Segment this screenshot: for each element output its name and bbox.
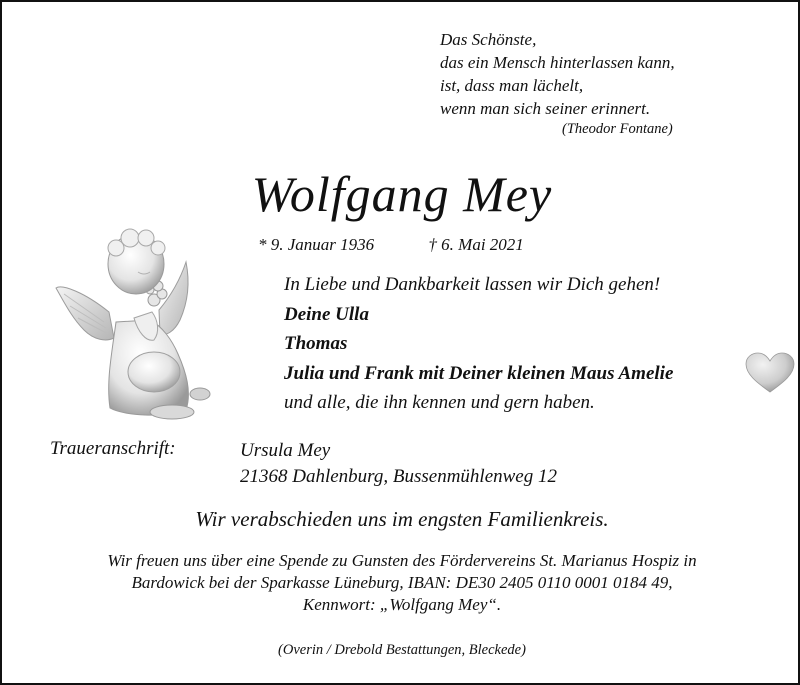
address-label: Traueranschrift:	[50, 438, 176, 459]
deceased-name: Wolfgang Mey	[251, 166, 553, 222]
address-line: 21368 Dahlenburg, Bussenmühlenweg 12	[240, 466, 557, 487]
quote-line: ist, dass man lächelt,	[440, 76, 584, 95]
family-closing: und alle, die ihn kennen und gern haben.	[284, 392, 595, 413]
family-member: Deine Ulla	[284, 303, 369, 325]
family-message	[284, 270, 754, 418]
donation-line: Wir freuen uns über eine Spende zu Gunsten des Fördervereins St. Marianus Hospiz in	[107, 551, 697, 570]
birth-date: * 9. Januar 1936	[258, 235, 375, 254]
heart-icon	[744, 352, 796, 394]
quote-line: wenn man sich seiner erinnert.	[440, 99, 651, 118]
undertaker-credit: (Overin / Drebold Bestattungen, Bleckede)	[278, 642, 526, 658]
donation-line: Kennwort: „Wolfgang Mey“.	[302, 595, 502, 614]
family-member: Thomas	[284, 333, 348, 354]
death-date: † 6. Mai 2021	[428, 235, 524, 254]
quote-line: Das Schönste,	[440, 30, 537, 49]
address-line: Ursula Mey	[240, 440, 331, 461]
family-intro: In Liebe und Dankbarkeit lassen wir Dich gehen!	[284, 274, 661, 295]
mourning-address	[240, 438, 557, 490]
angel-figurine-icon	[54, 222, 214, 422]
quote-author: (Theodor Fontane)	[562, 121, 673, 137]
life-dates	[258, 235, 524, 255]
quote-line: das ein Mensch hinterlassen kann,	[440, 53, 675, 72]
farewell-note: Wir verabschieden uns im engsten Familienkreis.	[195, 507, 609, 531]
family-member: Julia und Frank mit Deiner kleinen Maus Amelie	[284, 362, 674, 384]
quote	[440, 28, 760, 120]
donation-line: Bardowick bei der Sparkasse Lüneburg, IBAN: DE30 2405 0110 0001 0184 49,	[131, 573, 673, 592]
donation-note	[32, 550, 772, 616]
